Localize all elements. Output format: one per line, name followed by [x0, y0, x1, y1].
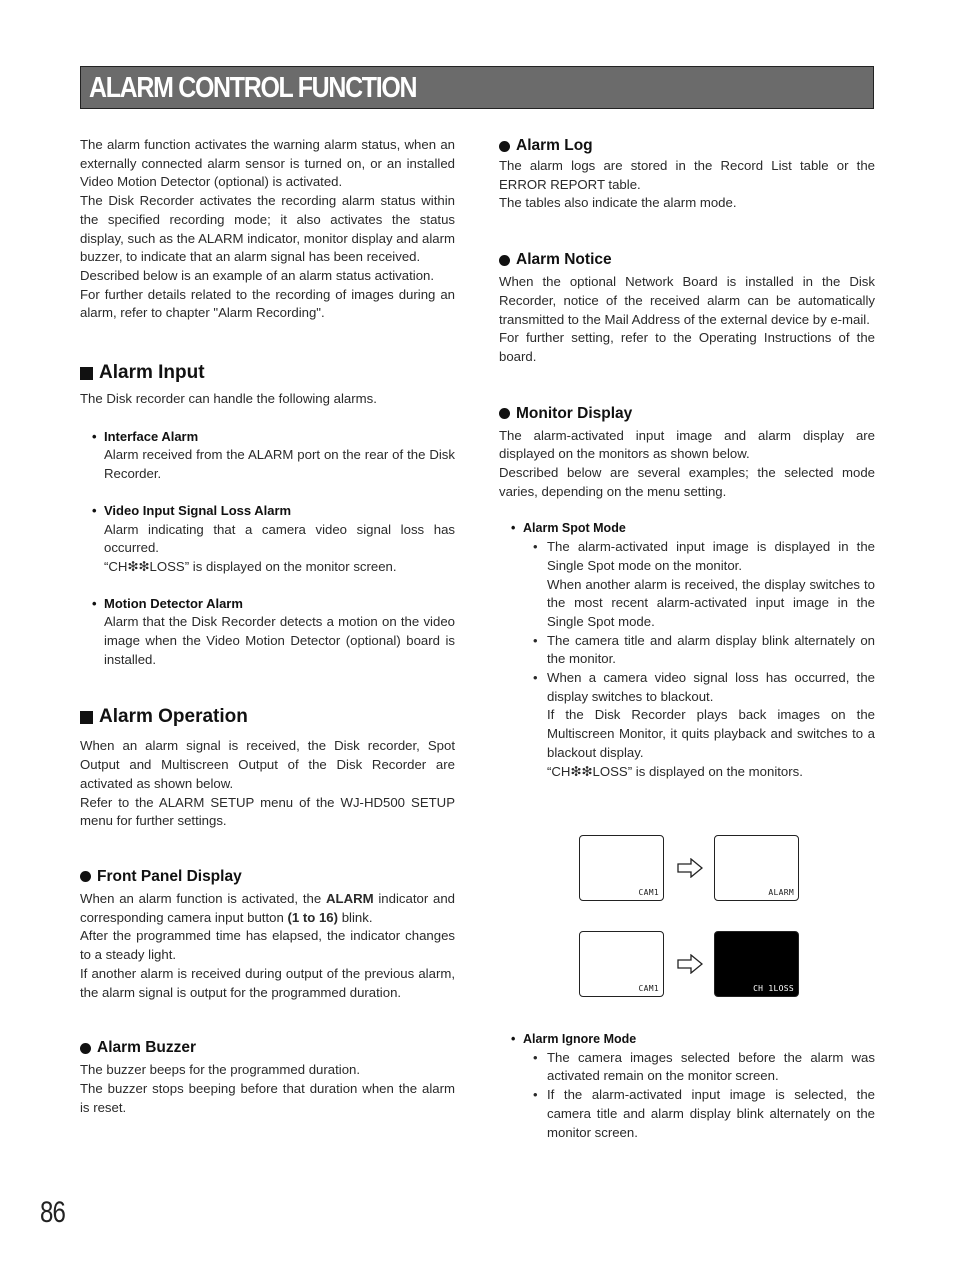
monitor-label: CAM1: [638, 984, 659, 993]
ignore-mode-title: • Alarm Ignore Mode: [511, 1032, 637, 1046]
monitor-cam1-normal: [579, 835, 664, 901]
list-item: • The camera images selected before the alarm was activated remain on the monitor screen.: [533, 1049, 875, 1086]
item-title: • Video Input Signal Loss Alarm: [92, 502, 292, 518]
alarm-input-intro: The Disk recorder can handle the following alarms.: [80, 391, 377, 407]
alarm-operation-heading: [80, 705, 455, 729]
paragraph: After the programmed time has elapsed, the indicator changes to a steady light.: [80, 928, 455, 963]
circle-bullet-icon: [80, 871, 91, 882]
paragraph: When the optional Network Board is installed in the Disk Recorder, notice of the received alarm can be automatically transmitted to the Mail Address of the external device by e-mail.: [499, 274, 875, 327]
title-bar: [80, 66, 874, 109]
ignore-mode-section: [499, 1030, 875, 1142]
heading-text: Front Panel Display: [97, 867, 242, 885]
heading-text: Alarm Notice: [516, 251, 612, 269]
spot-mode-title: • Alarm Spot Mode: [511, 521, 626, 536]
front-panel-heading: [80, 867, 455, 887]
item-body: Alarm received from the ALARM port on the rear of the Disk Recorder.: [104, 447, 455, 482]
paragraph: The buzzer stops beeping before that duration when the alarm is reset.: [80, 1080, 455, 1115]
bullet-text: The camera title and alarm display blink alternately on the monitor.: [547, 632, 875, 667]
bullet-text: When a camera video signal loss has occurred, the display switches to blackout.: [547, 670, 875, 704]
bullet-text: “CH❇❇LOSS” is displayed on the monitors.: [547, 763, 803, 779]
paragraph: The alarm-activated input image and alarm display are displayed on the monitors as shown below.: [499, 427, 875, 462]
list-item: [80, 428, 455, 484]
paragraph: When an alarm signal is received, the Disk recorder, Spot Output and Multiscreen Output of the Disk Recorder are activated as shown below.: [80, 738, 455, 791]
monitor-label: CH 1LOSS: [753, 984, 794, 993]
heading-text: Monitor Display: [516, 404, 633, 422]
bullet-text: If the alarm-activated input image is selected, the camera title and alarm display blink alternately on the monitor screen.: [547, 1087, 875, 1140]
alarm-buzzer-heading: [80, 1038, 455, 1058]
paragraph: The buzzer beeps for the programmed duration.: [80, 1062, 361, 1078]
heading-text: Alarm Buzzer: [97, 1039, 197, 1057]
bullet-text: The camera images selected before the alarm was activated remain on the monitor screen.: [547, 1049, 875, 1084]
monitor-display-section: [499, 404, 875, 782]
item-title: • Interface Alarm: [92, 428, 199, 444]
bullet-text: When another alarm is received, the display switches to the most recent alarm-activated input image in the Single Spot mode.: [547, 576, 875, 629]
paragraph: The tables also indicate the alarm mode.: [499, 195, 737, 211]
circle-bullet-icon: [499, 408, 510, 419]
left-column: [80, 136, 455, 1117]
alarm-input-heading: [80, 361, 455, 385]
monitor-cam1-normal: [579, 931, 664, 997]
right-column: [499, 136, 875, 781]
monitor-label: ALARM: [768, 888, 794, 897]
monitor-blackout: [714, 931, 799, 997]
list-item: • The camera title and alarm display blink alternately on the monitor.: [533, 632, 875, 669]
bullet-text: The alarm-activated input image is displayed in the Single Spot mode on the monitor.: [547, 539, 875, 573]
intro-section: [80, 136, 455, 323]
list-item: [80, 502, 455, 577]
paragraph: If another alarm is received during output of the previous alarm, the alarm signal is output for the programmed duration.: [80, 965, 455, 1000]
alarm-log-section: [499, 136, 875, 213]
monitor-label: CAM1: [638, 888, 659, 897]
circle-bullet-icon: [80, 1043, 91, 1054]
alarm-operation-section: [80, 705, 455, 831]
heading-text: Alarm Log: [516, 137, 593, 154]
arrow-right-icon: [677, 954, 703, 974]
paragraph: Described below are several examples; the selected mode varies, depending on the menu setting.: [499, 465, 875, 499]
list-item: • If the alarm-activated input image is selected, the camera title and alarm display blink alternately on the monitor screen.: [533, 1086, 875, 1142]
alarm-input-section: [80, 361, 455, 669]
item-body: “CH❇❇LOSS” is displayed on the monitor screen.: [104, 558, 397, 574]
page-title: ALARM CONTROL FUNCTION: [89, 72, 417, 104]
alarm-notice-section: [499, 250, 875, 367]
item-body: Alarm indicating that a camera video signal loss has occurred.: [104, 521, 455, 556]
heading-text: Alarm Input: [99, 362, 205, 384]
intro-paragraph: The alarm function activates the warning alarm status, when an externally connected alarm sensor is turned on, or an installed Video Motion Detector (optional) is activated.: [80, 137, 455, 190]
paragraph: For further setting, refer to the Operating Instructions of the board.: [499, 330, 875, 364]
paragraph: Refer to the ALARM SETUP menu of the WJ-HD500 SETUP menu for further settings.: [80, 794, 455, 829]
intro-paragraph: The Disk Recorder activates the recording alarm status within the specified recording mode; it also activates the status display, such as the ALARM indicator, monitor display and alarm buzzer, to indicate that an alarm signal has been received.: [80, 193, 455, 265]
item-title: • Motion Detector Alarm: [92, 595, 243, 611]
intro-paragraph: For further details related to the recording of images during an alarm, refer to chapter "Alarm Recording".: [80, 286, 455, 321]
item-body: Alarm that the Disk Recorder detects a motion on the video image when the Video Motion Detector (optional) board is installed.: [104, 614, 455, 667]
bullet-text: If the Disk Recorder plays back images on the Multiscreen Monitor, it quits playback and switches to a blackout display.: [547, 707, 875, 760]
list-item: • The alarm-activated input image is displayed in the Single Spot mode on the monitor. When another alarm is received, the display switches to the most recent alarm-activated input image in the Single Spot mode.: [533, 538, 875, 632]
alarm-notice-heading: [499, 250, 875, 270]
paragraph: The alarm logs are stored in the Record List table or the ERROR REPORT table.: [499, 158, 875, 192]
monitor-alarm: [714, 835, 799, 901]
circle-bullet-icon: [499, 141, 510, 152]
alarm-log-heading: [499, 136, 875, 156]
heading-text: Alarm Operation: [99, 706, 248, 728]
monitor-display-heading: [499, 404, 875, 424]
square-bullet-icon: [80, 367, 93, 380]
square-bullet-icon: [80, 711, 93, 724]
arrow-right-icon: [677, 858, 703, 878]
alarm-buzzer-section: [80, 1038, 455, 1117]
list-item: [80, 595, 455, 670]
page-number: 86: [40, 1196, 66, 1229]
paragraph: When an alarm function is activated, the ALARM indicator and corresponding camera input button (1 to 16) blink.: [80, 890, 455, 925]
front-panel-section: [80, 867, 455, 1002]
intro-paragraph: Described below is an example of an alarm status activation.: [80, 267, 435, 283]
circle-bullet-icon: [499, 255, 510, 266]
list-item: • When a camera video signal loss has occurred, the display switches to blackout. If the Disk Recorder plays back images on the Multiscreen Monitor, it quits playback and switches to a blackout display. “CH❇❇LOSS” is displayed on the monitors.: [533, 669, 875, 781]
